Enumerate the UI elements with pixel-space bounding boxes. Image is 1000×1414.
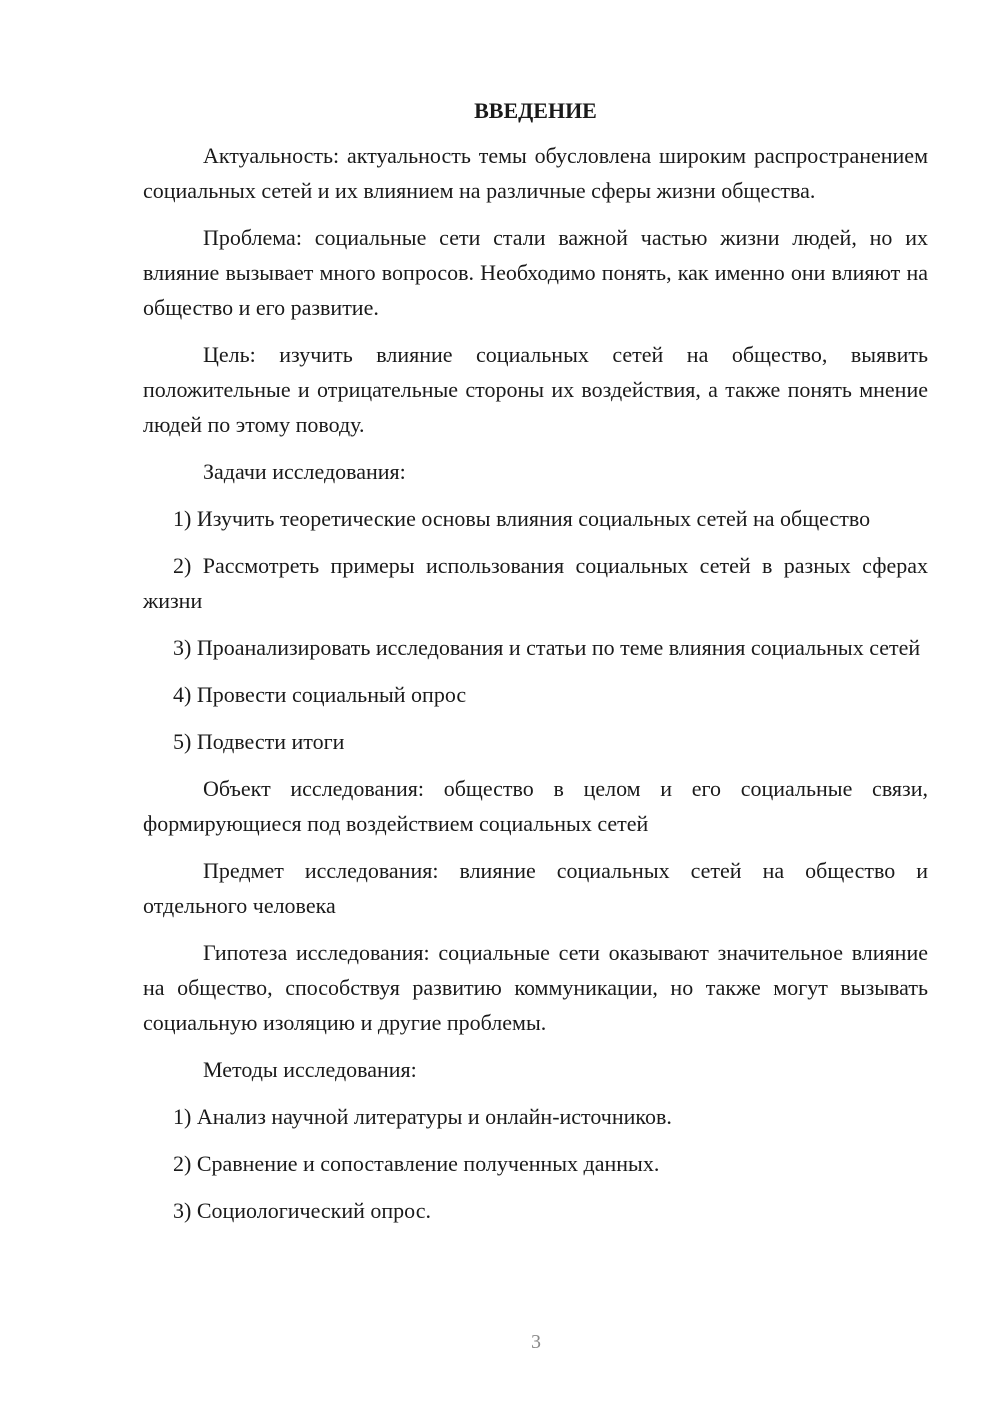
paragraph-problem: Проблема: социальные сети стали важной частью жизни людей, но их влияние вызывает много вопросов. Необходимо понять, как именно они влияют на общество и его развитие.	[143, 225, 928, 320]
list-item-method-2: 2) Сравнение и сопоставление полученных данных.	[173, 1151, 660, 1176]
paragraph-hypothesis: Гипотеза исследования: социальные сети оказывают значительное влияние на общество, способствуя развитию коммуникации, но также могут вызывать социальную изоляцию и другие проблемы.	[143, 940, 928, 1035]
list-item-task-1: 1) Изучить теоретические основы влияния социальных сетей на общество	[173, 506, 871, 531]
list-item-task-4: 4) Провести социальный опрос	[173, 682, 467, 707]
list-item-task-5: 5) Подвести итоги	[173, 729, 345, 754]
paragraph-goal: Цель: изучить влияние социальных сетей на общество, выявить положительные и отрицательные стороны их воздействия, а также понять мнение людей по этому поводу.	[143, 342, 928, 437]
paragraph-relevance: Актуальность: актуальность темы обусловлена широким распространением социальных сетей и их влиянием на различные сферы жизни общества.	[143, 143, 928, 203]
list-item-task-2: 2) Рассмотреть примеры использования социальных сетей в разных сферах жизни	[143, 553, 928, 613]
paragraph-methods-heading: Методы исследования:	[203, 1057, 417, 1082]
list-item-method-1: 1) Анализ научной литературы и онлайн-источников.	[173, 1104, 672, 1129]
paragraph-subject: Предмет исследования: влияние социальных сетей на общество и отдельного человека	[143, 858, 928, 918]
list-item-task-3: 3) Проанализировать исследования и статьи по теме влияния социальных сетей	[173, 635, 921, 660]
page-number: 3	[531, 1331, 541, 1353]
paragraph-object: Объект исследования: общество в целом и его социальные связи, формирующиеся под воздействием социальных сетей	[143, 776, 928, 836]
paragraph-tasks-heading: Задачи исследования:	[203, 459, 406, 484]
list-item-method-3: 3) Социологический опрос.	[173, 1198, 431, 1223]
section-title: ВВЕДЕНИЕ	[474, 98, 597, 123]
document-page	[143, 96, 928, 1228]
